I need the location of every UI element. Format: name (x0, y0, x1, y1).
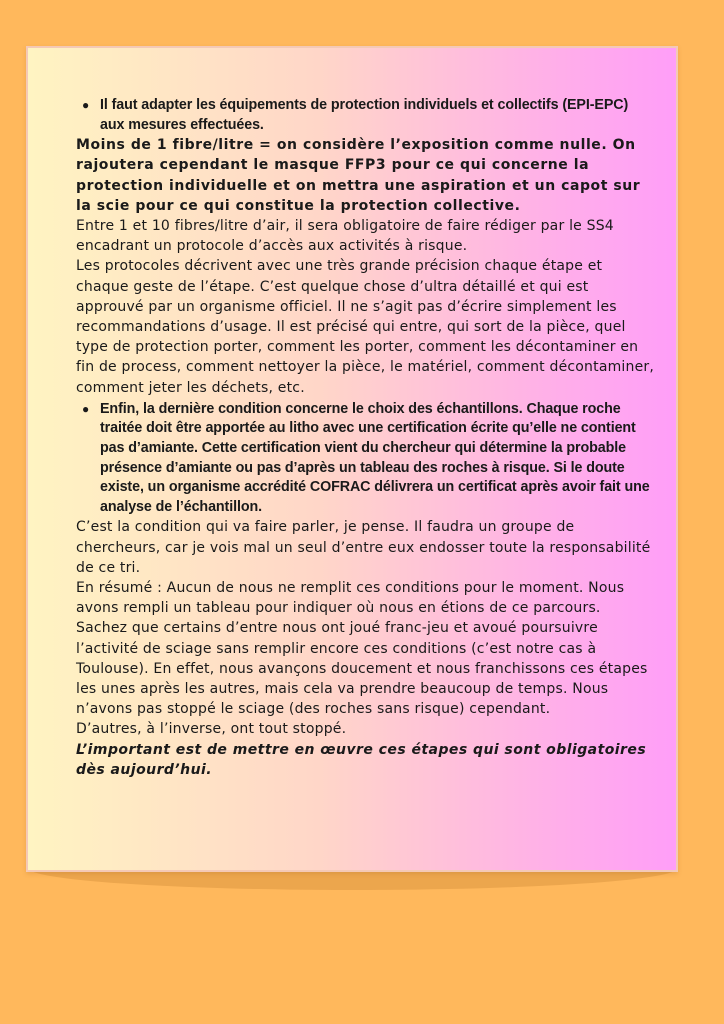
bullet-list-top (76, 96, 656, 135)
bullet-item-epi-epc (82, 96, 656, 135)
bullet-item-samples (82, 400, 656, 518)
bullet-list-samples (76, 400, 656, 518)
paragraph-protocols: Les protocoles décrivent avec une très grande précision chaque étape et chaque geste de l’étape. C’est quelque chose d’ultra détaillé et qui est approuvé par un organisme officiel. Il ne s’agit pas d’écrire simplement les recommandations d’usage. Il est précisé qui entre, qui sort de la pièce, quel type de protection porter, comment les porter, comment les décontaminer en fin de process, comment nettoyer la pièce, le matériel, comment décontaminer, comment jeter les déchets, etc. (76, 258, 655, 396)
paragraph-fibres: Entre 1 et 10 fibres/litre d’air, il sera obligatoire de faire rédiger par le SS4 encadrant un protocole d’accès aux activités à risque. (76, 218, 614, 255)
card-content (76, 96, 656, 780)
paragraph-condition: C’est la condition qui va faire parler, je pense. Il faudra un groupe de chercheurs, car je vois mal un seul d’entre eux endosser toute la responsabilité de ce tri. (76, 519, 651, 576)
bullet-dot-icon: ● (82, 98, 90, 112)
paragraph-summary: En résumé : Aucun de nous ne remplit ces conditions pour le moment. Nous avons rempli un tableau pour indiquer où nous en étions de ce parcours. Sachez que certains d’entre nous ont joué franc-jeu et avoué poursuivre l’activité de sciage sans remplir encore ces conditions (c’est notre cas à Toulouse). En effet, nous avançons doucement et nous franchissons ces étapes les unes après les autres, mais cela va prendre beaucoup de temps. Nous n’avons pas stoppé le sciage (des roches sans risque) cependant. (76, 580, 648, 718)
paragraph-others: D’autres, à l’inverse, ont tout stoppé. (76, 721, 347, 738)
bullet-text: Il faut adapter les équipements de protection individuels et collectifs (EPI-EPC) aux mesures effectuées. (100, 97, 629, 133)
closing-statement: L’important est de mettre en œuvre ces étapes qui sont obligatoires dès aujourd’hui. (76, 741, 647, 778)
bold-paragraph-exposure: Moins de 1 fibre/litre = on considère l’exposition comme nulle. On rajoutera cependant le masque FFP3 pour ce qui concerne la protection individuelle et on mettra une aspiration et un capot sur la scie pour ce qui constitue la protection collective. (76, 137, 641, 214)
text-card (26, 46, 678, 872)
bullet-dot-icon: ● (82, 401, 90, 416)
bullet-text: Enfin, la dernière condition concerne le choix des échantillons. Chaque roche traitée doit être apportée au litho avec une certification écrite qu’elle ne contient pas d’amiante. Cette certification vient du chercheur qui détermine la probable présence d’amiante ou pas d’après un tableau des roches à risque. Si le doute existe, un organisme accrédité COFRAC délivrera un certificat après avoir fait une analyse de l’échantillon. (100, 400, 650, 515)
